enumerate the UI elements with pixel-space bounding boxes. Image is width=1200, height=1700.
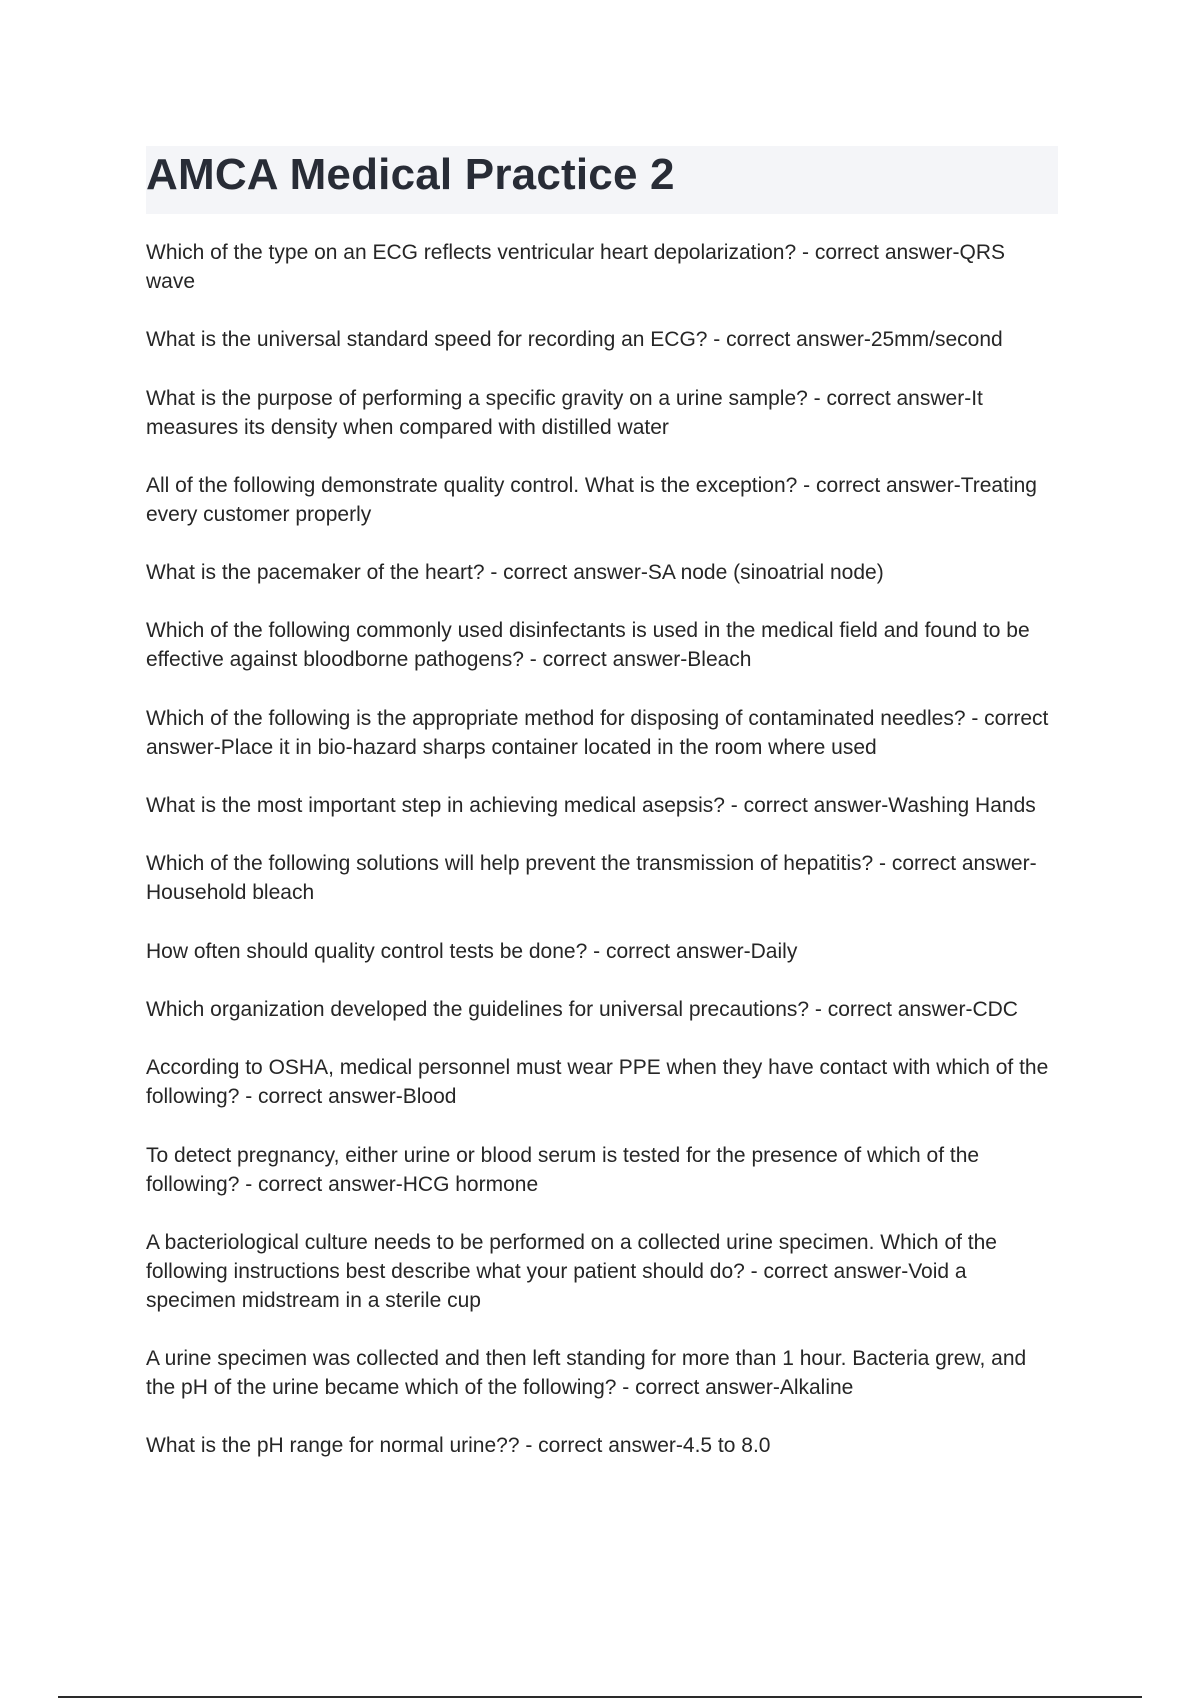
footer-divider [58, 1696, 1142, 1698]
qa-item: What is the pH range for normal urine?? - correct answer-4.5 to 8.0 [146, 1434, 771, 1458]
qa-item: A bacteriological culture needs to be performed on a collected urine specimen. Which of the following instructions best describe what your patient should do? - correct answer-Void a specimen midstream in a sterile cup [146, 1230, 997, 1312]
qa-item: A urine specimen was collected and then left standing for more than 1 hour. Bacteria grew, and the pH of the urine became which of the following? - correct answer-Alkaline [146, 1347, 1027, 1400]
qa-item: Which of the following is the appropriate method for disposing of contaminated needles? - correct answer-Place it in bio-hazard sharps container located in the room where used [146, 706, 1049, 759]
qa-item: To detect pregnancy, either urine or blood serum is tested for the presence of which of the following? - correct answer-HCG hormone [146, 1143, 980, 1196]
title-banner [146, 146, 1058, 214]
qa-item: Which of the following commonly used disinfectants is used in the medical field and found to be effective against bloodborne pathogens? - correct answer-Bleach [146, 619, 1030, 672]
qa-item: Which organization developed the guidelines for universal precautions? - correct answer-CDC [146, 997, 1018, 1021]
page-title: AMCA Medical Practice 2 [146, 150, 675, 199]
qa-item: What is the pacemaker of the heart? - correct answer-SA node (sinoatrial node) [146, 561, 884, 585]
qa-item: What is the most important step in achieving medical asepsis? - correct answer-Washing Hands [146, 794, 1036, 818]
qa-item: What is the universal standard speed for recording an ECG? - correct answer-25mm/second [146, 328, 1003, 352]
qa-item: All of the following demonstrate quality control. What is the exception? - correct answer-Treating every customer properly [146, 473, 1037, 526]
question-answer-list [146, 238, 1058, 1490]
qa-item: Which of the type on an ECG reflects ventricular heart depolarization? - correct answer-QRS wave [146, 241, 1006, 293]
qa-item: According to OSHA, medical personnel must wear PPE when they have contact with which of the following? - correct answer-Blood [146, 1056, 1049, 1109]
qa-item: Which of the following solutions will help prevent the transmission of hepatitis? - correct answer-Household bleach [146, 852, 1037, 905]
qa-item: How often should quality control tests be done? - correct answer-Daily [146, 939, 798, 963]
qa-item: What is the purpose of performing a specific gravity on a urine sample? - correct answer-It measures its density when compared with distilled water [146, 386, 983, 439]
